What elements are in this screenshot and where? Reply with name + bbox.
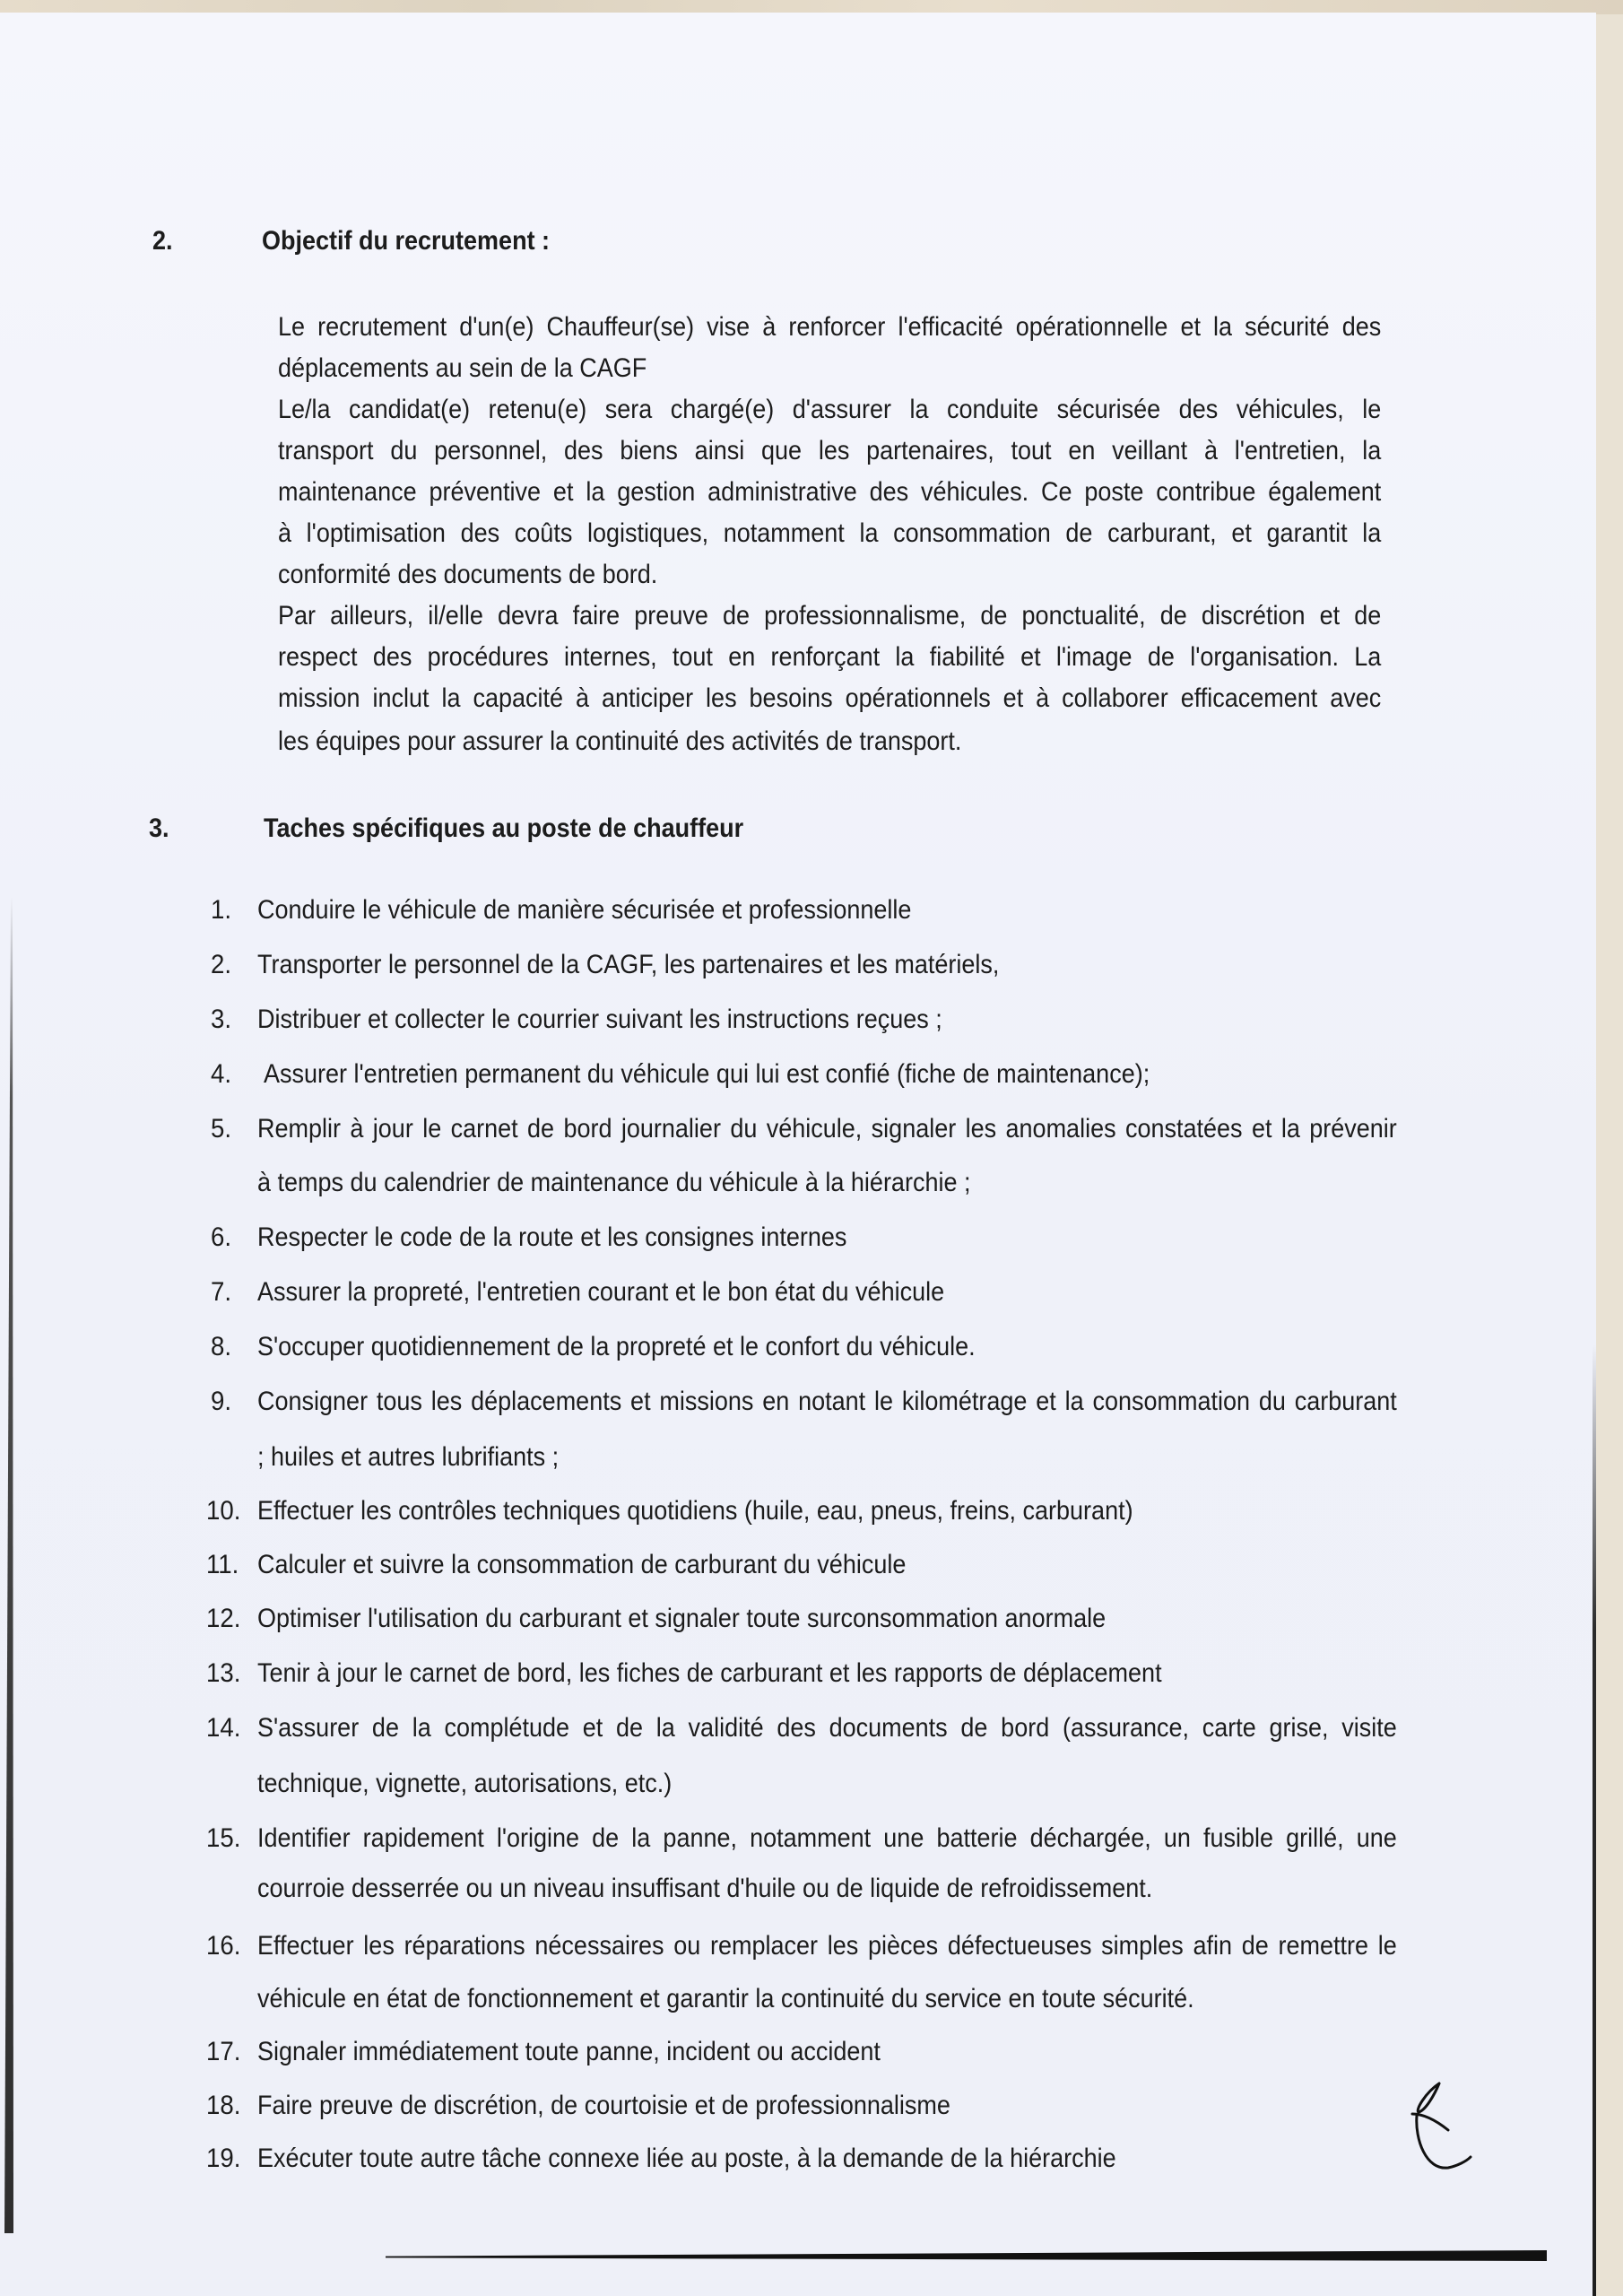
- list-item-number: 12.: [206, 1604, 241, 1633]
- paragraph-line: Par ailleurs, il/elle devra faire preuve de professionnalisme, de ponctualité, de discrétion et de: [278, 601, 1382, 631]
- paragraph-line: transport du personnel, des biens ainsi que les partenaires, tout en veillant à l'entretien, la: [278, 436, 1382, 465]
- list-item-number: 14.: [206, 1713, 241, 1743]
- list-item-text-continued: courroie desserrée ou un niveau insuffisant d'huile ou de liquide de refroidissement.: [257, 1874, 1153, 1903]
- list-item-text: Assurer la propreté, l'entretien courant et le bon état du véhicule: [257, 1277, 945, 1307]
- list-item-text-continued: véhicule en état de fonctionnement et garantir la continuité du service en toute sécurité.: [257, 1984, 1194, 2013]
- paragraph-line: les équipes pour assurer la continuité des activités de transport.: [278, 726, 962, 756]
- list-item-text: Signaler immédiatement toute panne, incident ou accident: [257, 2037, 881, 2066]
- paragraph-line: mission inclut la capacité à anticiper les besoins opérationnels et à collaborer efficacement avec: [278, 683, 1382, 713]
- list-item-text: Distribuer et collecter le courrier suivant les instructions reçues ;: [257, 1004, 942, 1034]
- list-item-text: Exécuter toute autre tâche connexe liée au poste, à la demande de la hiérarchie: [257, 2144, 1116, 2173]
- list-item-number: 13.: [206, 1658, 241, 1688]
- list-item-number: 3.: [211, 1004, 232, 1034]
- list-item-number: 8.: [211, 1332, 232, 1361]
- list-item-text: S'occuper quotidiennement de la propreté et le confort du véhicule.: [257, 1332, 976, 1361]
- list-item-text: Optimiser l'utilisation du carburant et signaler toute surconsommation anormale: [257, 1604, 1107, 1633]
- list-item-text: Respecter le code de la route et les consignes internes: [257, 1222, 847, 1252]
- list-item-number: 6.: [211, 1222, 232, 1252]
- paragraph-line: maintenance préventive et la gestion administrative des véhicules. Ce poste contribue également: [278, 477, 1382, 507]
- list-item-number: 10.: [206, 1496, 241, 1526]
- list-item-number: 1.: [211, 895, 232, 925]
- list-item-text: Tenir à jour le carnet de bord, les fiches de carburant et les rapports de déplacement: [257, 1658, 1162, 1688]
- list-item-number: 17.: [206, 2037, 241, 2066]
- list-item-number: 15.: [206, 1823, 241, 1853]
- list-item-number: 16.: [206, 1931, 241, 1961]
- list-item-number: 5.: [211, 1114, 232, 1144]
- handwritten-initials-icon: [1399, 2076, 1497, 2184]
- list-item-number: 19.: [206, 2144, 241, 2173]
- paragraph-line: déplacements au sein de la CAGF: [278, 353, 647, 383]
- section-3-title: Taches spécifiques au poste de chauffeur: [264, 813, 744, 843]
- list-item-number: 2.: [211, 950, 232, 979]
- list-item-text: Effectuer les contrôles techniques quotidiens (huile, eau, pneus, freins, carburant): [257, 1496, 1133, 1526]
- paragraph-line: Le recrutement d'un(e) Chauffeur(se) vise à renforcer l'efficacité opérationnelle et la sécurité des: [278, 312, 1382, 342]
- list-item-number: 7.: [211, 1277, 232, 1307]
- list-item-text: Remplir à jour le carnet de bord journalier du véhicule, signaler les anomalies constatées et la prévenir: [257, 1114, 1397, 1144]
- list-item-text: S'assurer de la complétude et de la validité des documents de bord (assurance, carte grise, visite: [257, 1713, 1397, 1743]
- paragraph-line: à l'optimisation des coûts logistiques, notamment la consommation de carburant, et garantit la: [278, 518, 1382, 548]
- section-2-title: Objectif du recrutement :: [262, 226, 551, 256]
- list-item-text-continued: à temps du calendrier de maintenance du véhicule à la hiérarchie ;: [257, 1168, 971, 1197]
- list-item-text: Faire preuve de discrétion, de courtoisie et de professionnalisme: [257, 2091, 950, 2120]
- list-item-text: Effectuer les réparations nécessaires ou remplacer les pièces défectueuses simples afin de remettre le: [257, 1931, 1397, 1961]
- list-item-text: Assurer l'entretien permanent du véhicule qui lui est confié (fiche de maintenance);: [264, 1059, 1150, 1089]
- section-2-number: 2.: [152, 226, 173, 256]
- list-item-text-continued: technique, vignette, autorisations, etc.): [257, 1769, 673, 1798]
- list-item-text: Transporter le personnel de la CAGF, les partenaires et les matériels,: [257, 950, 1000, 979]
- section-3-number: 3.: [149, 813, 169, 843]
- list-item-text: Consigner tous les déplacements et missions en notant le kilométrage et la consommation du carburant: [257, 1387, 1397, 1416]
- list-item-text-continued: ; huiles et autres lubrifiants ;: [257, 1442, 560, 1472]
- list-item-number: 4.: [211, 1059, 232, 1089]
- page-right-edge-shadow: [1593, 1345, 1596, 2296]
- list-item-text: Conduire le véhicule de manière sécurisée et professionnelle: [257, 895, 912, 925]
- paragraph-line: conformité des documents de bord.: [278, 560, 658, 589]
- paragraph-line: Le/la candidat(e) retenu(e) sera chargé(e) d'assurer la conduite sécurisée des véhicules, le: [278, 395, 1382, 424]
- list-item-text: Calculer et suivre la consommation de carburant du véhicule: [257, 1550, 907, 1579]
- list-item-number: 11.: [206, 1550, 239, 1579]
- list-item-text: Identifier rapidement l'origine de la panne, notamment une batterie déchargée, un fusible grillé, une: [257, 1823, 1397, 1853]
- list-item-number: 9.: [211, 1387, 232, 1416]
- paragraph-line: respect des procédures internes, tout en renforçant la fiabilité et l'image de l'organisation. La: [278, 642, 1382, 672]
- list-item-number: 18.: [206, 2091, 241, 2120]
